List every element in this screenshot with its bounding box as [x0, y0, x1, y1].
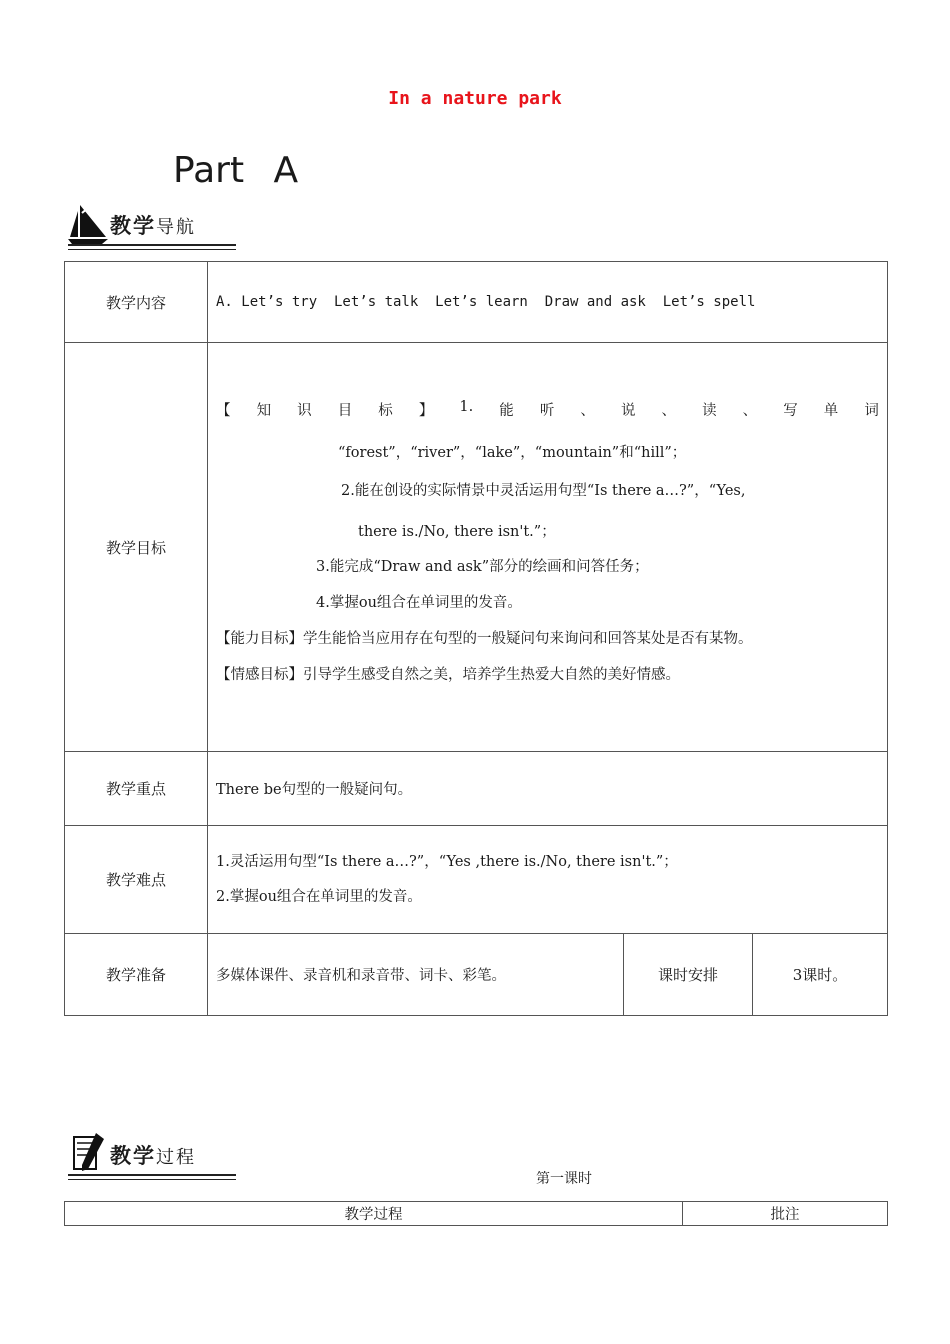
key-points-value: There be句型的一般疑问句。 — [208, 752, 888, 826]
teaching-plan-table — [64, 261, 888, 1016]
difficulties-label: 教学难点 — [65, 826, 208, 934]
knowledge-goal-line: 【 知 识 目 标 】 1. 能 听 、 说 、 读 、 写 单 词 — [216, 399, 879, 419]
preparation-row — [65, 934, 888, 1016]
objectives-row — [65, 343, 888, 752]
key-points-label: 教学重点 — [65, 752, 208, 826]
difficulties-row — [65, 826, 888, 934]
section-heading: 教学导航 — [110, 214, 196, 238]
content-row — [65, 262, 888, 343]
sailboat-icon — [66, 203, 110, 245]
objectives-label: 教学目标 — [65, 343, 208, 752]
difficulty-1: 1.灵活运用句型“Is there a…?”，“Yes ,there is./No, there isn't.”； — [216, 853, 678, 870]
objective-2-cont: there is./No, there isn't.”； — [358, 524, 556, 540]
page-title: In a nature park — [388, 88, 562, 109]
preparation-value: 多媒体课件、录音机和录音带、词卡、彩笔。 — [208, 934, 624, 1016]
content-value: A. Let’s try Let’s talk Let’s learn Draw and ask Let’s spell — [208, 262, 888, 343]
lesson-title: 第一课时 — [536, 1171, 592, 1187]
preparation-label: 教学准备 — [65, 934, 208, 1016]
difficulty-2: 2.掌握ou组合在单词里的发音。 — [216, 888, 422, 905]
content-label: 教学内容 — [65, 262, 208, 343]
objective-2: 2.能在创设的实际情景中灵活运用句型“Is there a…?”，“Yes, — [341, 483, 746, 499]
objective-3: 3.能完成“Draw and ask”部分的绘画和问答任务； — [316, 559, 649, 575]
objective-4: 4.掌握ou组合在单词里的发音。 — [316, 595, 522, 611]
section-heading: 教学过程 — [110, 1144, 196, 1168]
notes-column-header: 批注 — [683, 1202, 888, 1226]
ability-goal: 【能力目标】学生能恰当应用存在句型的一般疑问句来询问和回答某处是否有某物。 — [216, 631, 753, 647]
teaching-guide-banner — [66, 200, 236, 250]
part-heading: Part A — [173, 150, 299, 191]
schedule-value: 3课时。 — [753, 934, 888, 1016]
knowledge-words: “forest”，“river”，“lake”，“mountain”和“hill”； — [338, 445, 687, 461]
process-table — [64, 1201, 888, 1226]
key-points-row — [65, 752, 888, 826]
emotion-goal: 【情感目标】引导学生感受自然之美，培养学生热爱大自然的美好情感。 — [216, 667, 680, 683]
process-column-header: 教学过程 — [65, 1202, 683, 1226]
schedule-label: 课时安排 — [624, 934, 753, 1016]
objectives-content — [208, 343, 887, 751]
